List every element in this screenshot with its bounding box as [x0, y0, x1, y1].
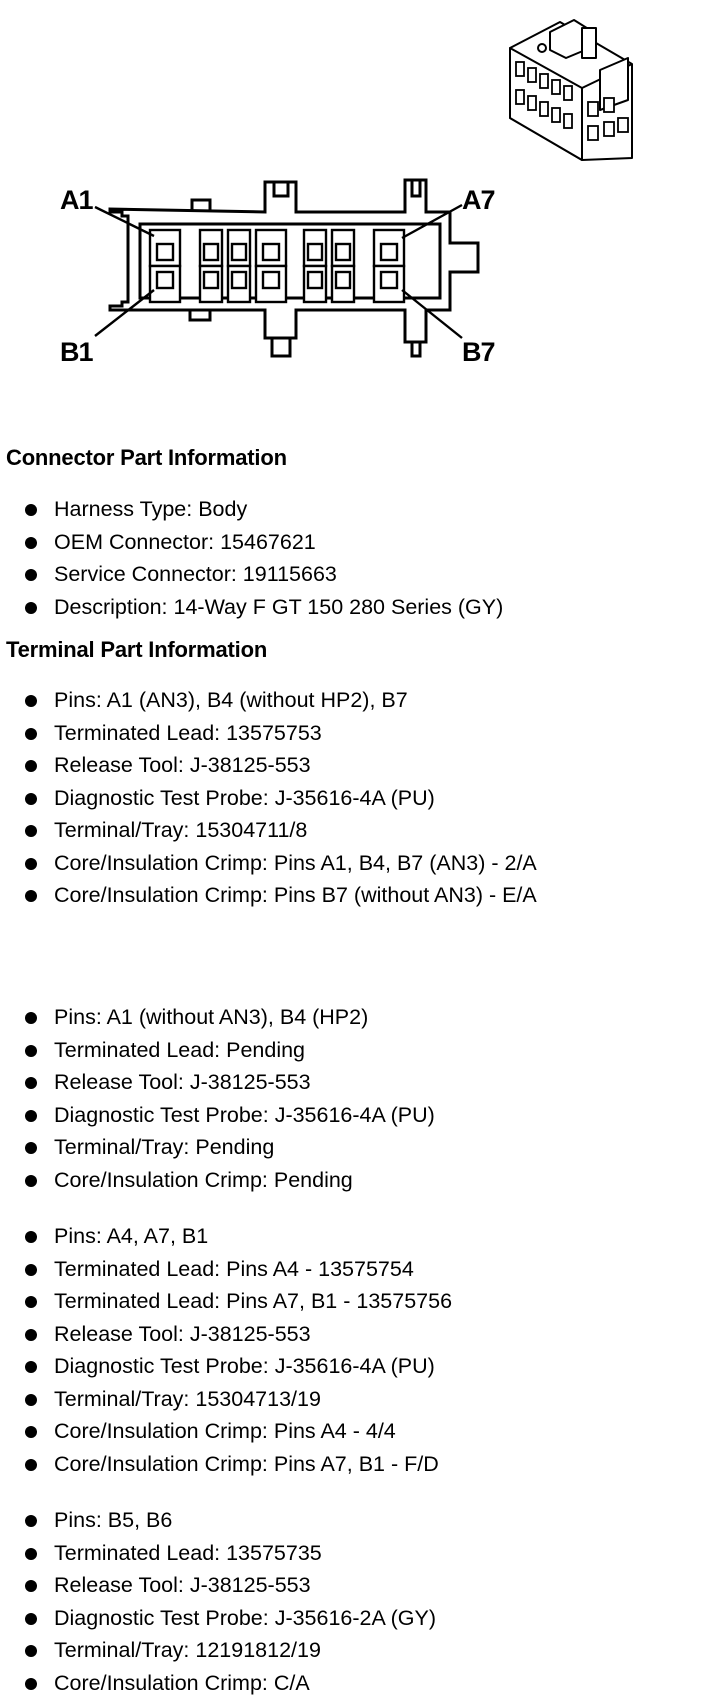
list-item: Terminal/Tray: Pending — [0, 1131, 435, 1164]
list-item: Core/Insulation Crimp: Pending — [0, 1164, 435, 1197]
bullet-icon — [25, 1515, 37, 1527]
connector-info-list — [0, 493, 503, 623]
list-item: Core/Insulation Crimp: Pins A4 - 4/4 — [0, 1415, 452, 1448]
bullet-icon — [25, 537, 37, 549]
bullet-icon — [25, 1142, 37, 1154]
bullet-icon — [25, 728, 37, 740]
bullet-icon — [25, 1678, 37, 1690]
bullet-icon — [25, 1045, 37, 1057]
bullet-icon — [25, 1426, 37, 1438]
list-item: Diagnostic Test Probe: J-35616-2A (GY) — [0, 1602, 436, 1635]
terminal-group-1 — [0, 684, 537, 912]
list-item: Terminal/Tray: 12191812/19 — [0, 1634, 436, 1667]
list-item: Release Tool: J-38125-553 — [0, 1318, 452, 1351]
bullet-icon — [25, 1361, 37, 1373]
terminal-info-heading: Terminal Part Information — [6, 637, 267, 663]
bullet-icon — [25, 1329, 37, 1341]
bullet-icon — [25, 602, 37, 614]
bullet-icon — [25, 1077, 37, 1089]
bullet-icon — [25, 1613, 37, 1625]
pin-label-b1: B1 — [60, 337, 93, 368]
bullet-icon — [25, 1394, 37, 1406]
list-item: Pins: B5, B6 — [0, 1504, 436, 1537]
list-item: Terminated Lead: Pins A7, B1 - 13575756 — [0, 1285, 452, 1318]
bullet-icon — [25, 1231, 37, 1243]
list-item: Diagnostic Test Probe: J-35616-4A (PU) — [0, 1099, 435, 1132]
list-item: Terminal/Tray: 15304713/19 — [0, 1383, 452, 1416]
bullet-icon — [25, 1175, 37, 1187]
list-item: Harness Type: Body — [0, 493, 503, 526]
terminal-group-4 — [0, 1504, 436, 1699]
bullet-icon — [25, 1296, 37, 1308]
bullet-icon — [25, 1110, 37, 1122]
list-item: Pins: A1 (without AN3), B4 (HP2) — [0, 1001, 435, 1034]
bullet-icon — [25, 1580, 37, 1592]
list-item: Core/Insulation Crimp: Pins A1, B4, B7 (AN3) - 2/A — [0, 847, 537, 880]
list-item: Release Tool: J-38125-553 — [0, 749, 537, 782]
list-item: Release Tool: J-38125-553 — [0, 1066, 435, 1099]
bullet-icon — [25, 695, 37, 707]
bullet-icon — [25, 569, 37, 581]
list-item: Service Connector: 19115663 — [0, 558, 503, 591]
connector-diagram — [0, 0, 704, 420]
bullet-icon — [25, 825, 37, 837]
list-item: OEM Connector: 15467621 — [0, 526, 503, 559]
list-item: Release Tool: J-38125-553 — [0, 1569, 436, 1602]
list-item: Core/Insulation Crimp: Pins B7 (without AN3) - E/A — [0, 879, 537, 912]
bullet-icon — [25, 1264, 37, 1276]
terminal-group-2 — [0, 1001, 435, 1196]
bullet-icon — [25, 858, 37, 870]
bullet-icon — [25, 760, 37, 772]
list-item: Terminal/Tray: 15304711/8 — [0, 814, 537, 847]
bullet-icon — [25, 793, 37, 805]
pin-label-a7: A7 — [462, 185, 495, 216]
bullet-icon — [25, 1012, 37, 1024]
connector-face-view — [0, 0, 704, 420]
bullet-icon — [25, 1459, 37, 1471]
list-item: Description: 14-Way F GT 150 280 Series (GY) — [0, 591, 503, 624]
bullet-icon — [25, 504, 37, 516]
bullet-icon — [25, 1548, 37, 1560]
list-item: Terminated Lead: Pending — [0, 1034, 435, 1067]
list-item: Diagnostic Test Probe: J-35616-4A (PU) — [0, 1350, 452, 1383]
list-item: Pins: A4, A7, B1 — [0, 1220, 452, 1253]
connector-info-heading: Connector Part Information — [6, 445, 287, 471]
pin-label-a1: A1 — [60, 185, 93, 216]
pin-label-b7: B7 — [462, 337, 495, 368]
bullet-icon — [25, 1645, 37, 1657]
bullet-icon — [25, 890, 37, 902]
list-item: Terminated Lead: Pins A4 - 13575754 — [0, 1253, 452, 1286]
terminal-group-3 — [0, 1220, 452, 1480]
list-item: Terminated Lead: 13575735 — [0, 1537, 436, 1570]
list-item: Core/Insulation Crimp: Pins A7, B1 - F/D — [0, 1448, 452, 1481]
list-item: Terminated Lead: 13575753 — [0, 717, 537, 750]
list-item: Diagnostic Test Probe: J-35616-4A (PU) — [0, 782, 537, 815]
list-item: Core/Insulation Crimp: C/A — [0, 1667, 436, 1699]
list-item: Pins: A1 (AN3), B4 (without HP2), B7 — [0, 684, 537, 717]
